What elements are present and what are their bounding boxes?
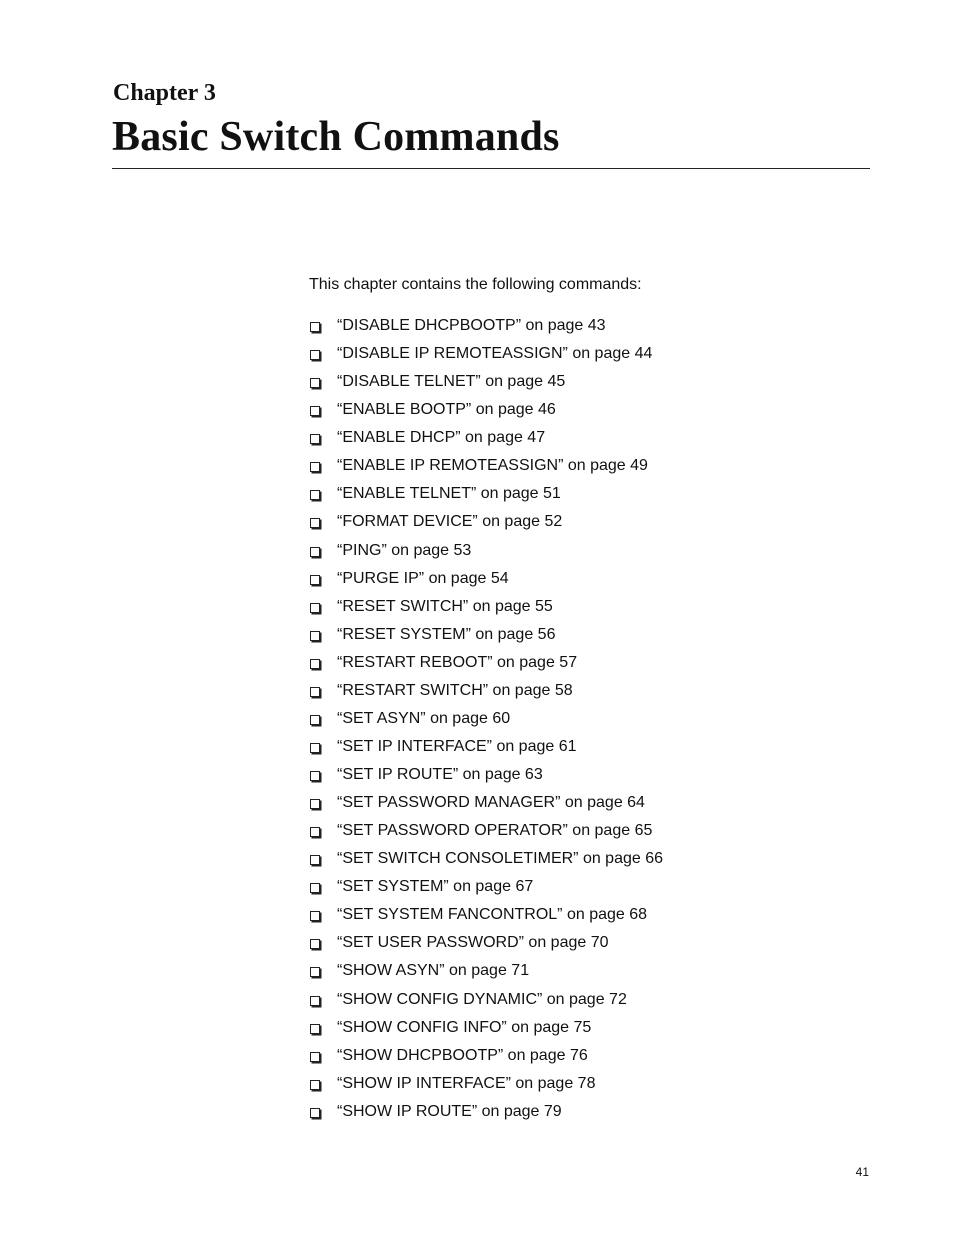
checkbox-bullet-icon xyxy=(310,911,320,921)
command-link-text[interactable]: “SHOW ASYN” on page 71 xyxy=(337,962,530,980)
command-list-item[interactable] xyxy=(309,1070,663,1098)
checkbox-bullet-icon xyxy=(310,434,320,444)
command-link-text[interactable]: “PURGE IP” on page 54 xyxy=(337,569,509,587)
command-list xyxy=(309,312,663,1126)
command-list-item[interactable] xyxy=(309,733,663,761)
command-list-item[interactable] xyxy=(309,508,663,536)
checkbox-bullet-icon xyxy=(310,996,320,1006)
command-link-text[interactable]: “RESET SWITCH” on page 55 xyxy=(337,597,553,615)
checkbox-bullet-icon xyxy=(310,547,320,557)
command-link-text[interactable]: “SET ASYN” on page 60 xyxy=(337,709,511,727)
command-link-text[interactable]: “DISABLE IP REMOTEASSIGN” on page 44 xyxy=(337,345,653,363)
command-link-text[interactable]: “PING” on page 53 xyxy=(337,541,472,559)
command-list-item[interactable] xyxy=(309,929,663,957)
checkbox-bullet-icon xyxy=(310,406,320,416)
command-list-item[interactable] xyxy=(309,452,663,480)
command-link-text[interactable]: “FORMAT DEVICE” on page 52 xyxy=(337,513,563,531)
checkbox-bullet-icon xyxy=(310,659,320,669)
command-list-item[interactable] xyxy=(309,593,663,621)
checkbox-bullet-icon xyxy=(310,771,320,781)
chapter-title: Basic Switch Commands xyxy=(112,114,560,160)
command-list-item[interactable] xyxy=(309,537,663,565)
command-link-text[interactable]: “SET PASSWORD MANAGER” on page 64 xyxy=(337,794,645,812)
command-list-item[interactable] xyxy=(309,1098,663,1126)
command-list-item[interactable] xyxy=(309,789,663,817)
command-link-text[interactable]: “ENABLE IP REMOTEASSIGN” on page 49 xyxy=(337,457,648,475)
command-list-item[interactable] xyxy=(309,677,663,705)
command-link-text[interactable]: “SET SWITCH CONSOLETIMER” on page 66 xyxy=(337,850,664,868)
command-list-item[interactable] xyxy=(309,649,663,677)
command-link-text[interactable]: “SET IP ROUTE” on page 63 xyxy=(337,766,543,784)
command-list-item[interactable] xyxy=(309,312,663,340)
checkbox-bullet-icon xyxy=(310,1052,320,1062)
checkbox-bullet-icon xyxy=(310,575,320,585)
command-link-text[interactable]: “ENABLE TELNET” on page 51 xyxy=(337,485,561,503)
checkbox-bullet-icon xyxy=(310,378,320,388)
checkbox-bullet-icon xyxy=(310,743,320,753)
command-link-text[interactable]: “SET IP INTERFACE” on page 61 xyxy=(337,737,577,755)
command-link-text[interactable]: “SHOW CONFIG DYNAMIC” on page 72 xyxy=(337,990,627,1008)
command-list-item[interactable] xyxy=(309,1014,663,1042)
checkbox-bullet-icon xyxy=(310,939,320,949)
chapter-label: Chapter 3 xyxy=(113,80,216,106)
command-link-text[interactable]: “SHOW IP ROUTE” on page 79 xyxy=(337,1102,562,1120)
checkbox-bullet-icon xyxy=(310,603,320,613)
command-link-text[interactable]: “DISABLE TELNET” on page 45 xyxy=(337,373,566,391)
title-divider xyxy=(112,168,870,169)
checkbox-bullet-icon xyxy=(310,827,320,837)
command-link-text[interactable]: “SET USER PASSWORD” on page 70 xyxy=(337,934,609,952)
command-list-item[interactable] xyxy=(309,761,663,789)
command-list-item[interactable] xyxy=(309,621,663,649)
checkbox-bullet-icon xyxy=(310,799,320,809)
checkbox-bullet-icon xyxy=(310,1108,320,1118)
command-link-text[interactable]: “RESTART REBOOT” on page 57 xyxy=(337,653,578,671)
checkbox-bullet-icon xyxy=(310,350,320,360)
checkbox-bullet-icon xyxy=(310,518,320,528)
checkbox-bullet-icon xyxy=(310,462,320,472)
command-list-item[interactable] xyxy=(309,986,663,1014)
checkbox-bullet-icon xyxy=(310,967,320,977)
command-list-item[interactable] xyxy=(309,957,663,985)
command-link-text[interactable]: “ENABLE BOOTP” on page 46 xyxy=(337,401,556,419)
command-list-item[interactable] xyxy=(309,901,663,929)
command-list-item[interactable] xyxy=(309,873,663,901)
checkbox-bullet-icon xyxy=(310,883,320,893)
command-link-text[interactable]: “ENABLE DHCP” on page 47 xyxy=(337,429,546,447)
checkbox-bullet-icon xyxy=(310,631,320,641)
command-link-text[interactable]: “SET SYSTEM” on page 67 xyxy=(337,878,534,896)
command-list-item[interactable] xyxy=(309,1042,663,1070)
command-list-item[interactable] xyxy=(309,845,663,873)
checkbox-bullet-icon xyxy=(310,322,320,332)
command-list-item[interactable] xyxy=(309,480,663,508)
command-link-text[interactable]: “SET SYSTEM FANCONTROL” on page 68 xyxy=(337,906,648,924)
command-link-text[interactable]: “RESTART SWITCH” on page 58 xyxy=(337,681,573,699)
command-list-item[interactable] xyxy=(309,817,663,845)
checkbox-bullet-icon xyxy=(310,1024,320,1034)
command-list-item[interactable] xyxy=(309,368,663,396)
command-list-item[interactable] xyxy=(309,565,663,593)
checkbox-bullet-icon xyxy=(310,1080,320,1090)
checkbox-bullet-icon xyxy=(310,715,320,725)
command-link-text[interactable]: “RESET SYSTEM” on page 56 xyxy=(337,625,556,643)
command-link-text[interactable]: “SET PASSWORD OPERATOR” on page 65 xyxy=(337,822,653,840)
command-link-text[interactable]: “SHOW DHCPBOOTP” on page 76 xyxy=(337,1046,588,1064)
command-link-text[interactable]: “DISABLE DHCPBOOTP” on page 43 xyxy=(337,317,606,335)
page-number: 41 xyxy=(855,1165,869,1179)
command-list-item[interactable] xyxy=(309,705,663,733)
command-list-item[interactable] xyxy=(309,340,663,368)
command-link-text[interactable]: “SHOW CONFIG INFO” on page 75 xyxy=(337,1018,592,1036)
command-list-item[interactable] xyxy=(309,396,663,424)
command-link-text[interactable]: “SHOW IP INTERFACE” on page 78 xyxy=(337,1074,596,1092)
checkbox-bullet-icon xyxy=(310,687,320,697)
command-list-item[interactable] xyxy=(309,424,663,452)
intro-paragraph: This chapter contains the following commands: xyxy=(309,276,642,293)
checkbox-bullet-icon xyxy=(310,490,320,500)
checkbox-bullet-icon xyxy=(310,855,320,865)
